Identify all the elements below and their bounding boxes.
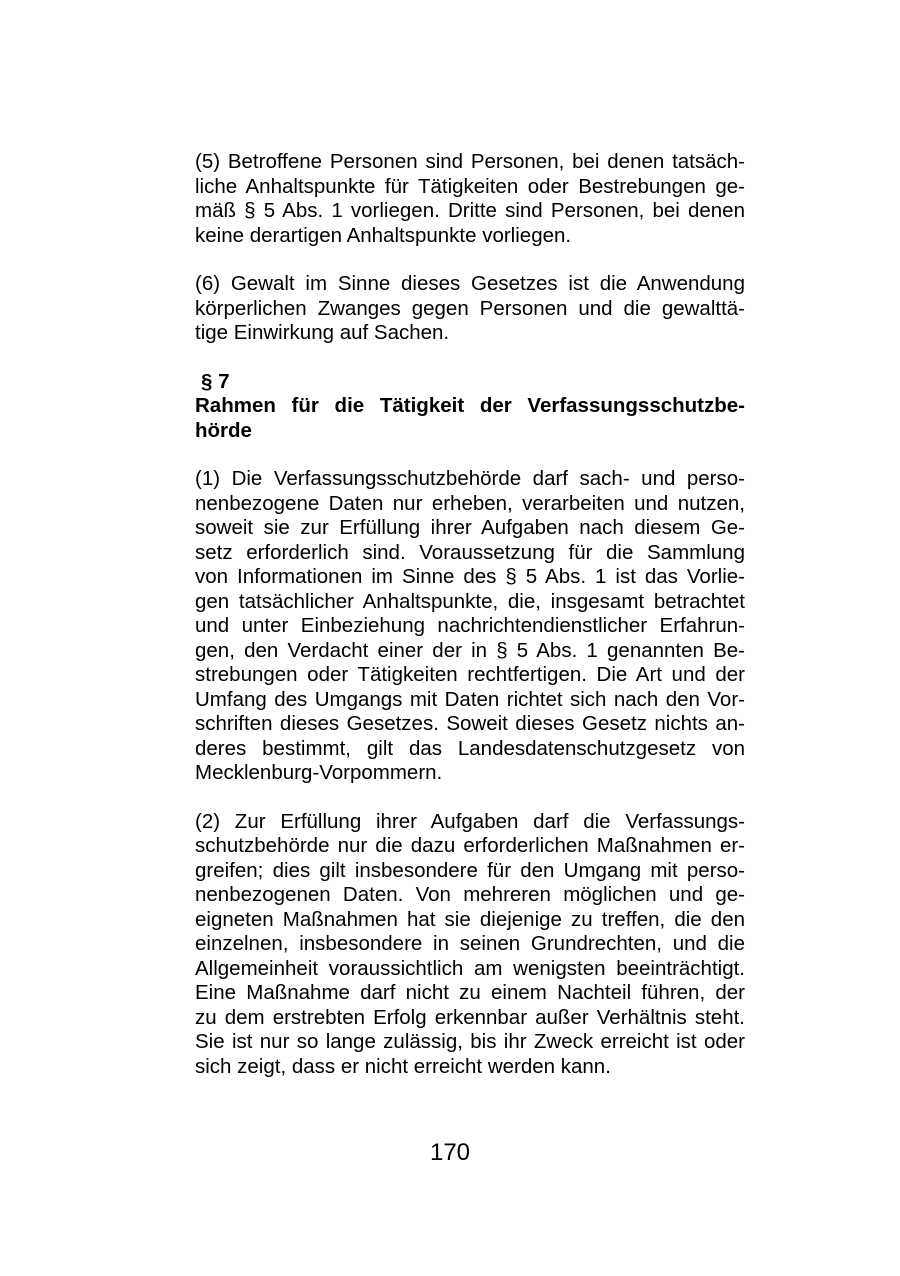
text-line: (1) Die Verfassungsschutzbehörde darf sach- und perso- [195,467,745,490]
text-line: Mecklenburg-Vorpommern. [195,761,443,784]
text-line: Eine Maßnahme darf nicht zu einem Nachteil führen, der [195,981,745,1004]
text-line: nenbezogenen Daten. Von mehreren möglichen und ge- [195,883,745,906]
text-line: greifen; dies gilt insbesondere für den Umgang mit perso- [195,858,745,882]
text-line: (6) Gewalt im Sinne dieses Gesetzes ist die Anwendung [195,272,745,295]
text-line: strebungen oder Tätigkeiten rechtfertigen. Die Art und der [195,663,745,686]
text-line: mäß § 5 Abs. 1 vorliegen. Dritte sind Personen, bei denen [195,199,745,222]
page-number: 170 [429,1139,471,1166]
text-line: (5) Betroffene Personen sind Personen, bei denen tatsäch- [195,150,745,173]
text-line: von Informationen im Sinne des § 5 Abs. 1 ist das Vorlie- [195,565,745,588]
text-line: liche Anhaltspunkte für Tätigkeiten oder Bestrebungen ge- [195,174,745,198]
text-line: tige Einwirkung auf Sachen. [195,321,450,344]
text-line: deres bestimmt, gilt das Landesdatenschutzgesetz von [195,736,745,760]
text-line: gen, den Verdacht einer der in § 5 Abs. 1 genannten Be- [195,638,745,662]
text-line: (2) Zur Erfüllung ihrer Aufgaben darf die Verfassungs- [195,809,745,833]
section-number: § 7 [201,369,230,393]
text-line: Allgemeinheit voraussichtlich am wenigsten beeinträchtigt. [195,956,745,980]
title-line: hörde [195,418,252,442]
text-line: schriften dieses Gesetzes. Soweit dieses Gesetz nichts an- [195,712,745,735]
text-line: sich zeigt, dass er nicht erreicht werden kann. [195,1054,611,1078]
text-line: eigneten Maßnahmen hat sie diejenige zu treffen, die den [195,907,745,931]
paragraph-1 [195,467,745,786]
paragraph-2 [195,810,745,1080]
text-line: nenbezogene Daten nur erheben, verarbeiten und nutzen, [195,491,745,515]
text-line: setz erforderlich sind. Voraussetzung für die Sammlung [195,540,745,564]
document-body [195,150,745,1079]
title-line: Rahmen für die Tätigkeit der Verfassungsschutzbe- [195,394,745,417]
text-line: körperlichen Zwanges gegen Personen und die gewalttä- [195,296,745,320]
text-line: gen tatsächlicher Anhaltspunkte, die, insgesamt betrachtet [195,589,745,613]
text-line: schutzbehörde nur die dazu erforderlichen Maßnahmen er- [195,834,745,857]
text-line: zu dem erstrebten Erfolg erkennbar außer Verhältnis steht. [195,1005,745,1029]
text-line: Umfang des Umgangs mit Daten richtet sich nach den Vor- [195,687,745,711]
section-title [195,394,745,443]
text-line: einzelnen, insbesondere in seinen Grundrechten, und die [195,932,745,955]
text-line: keine derartigen Anhaltspunkte vorliegen. [195,223,572,247]
text-line: soweit sie zur Erfüllung ihrer Aufgaben nach diesem Ge- [195,516,745,539]
paragraph-6 [195,272,745,346]
text-line: Sie ist nur so lange zulässig, bis ihr Zweck erreicht ist oder [195,1030,745,1053]
text-line: und unter Einbeziehung nachrichtendienstlicher Erfahrun- [195,614,745,637]
paragraph-5 [195,150,745,248]
